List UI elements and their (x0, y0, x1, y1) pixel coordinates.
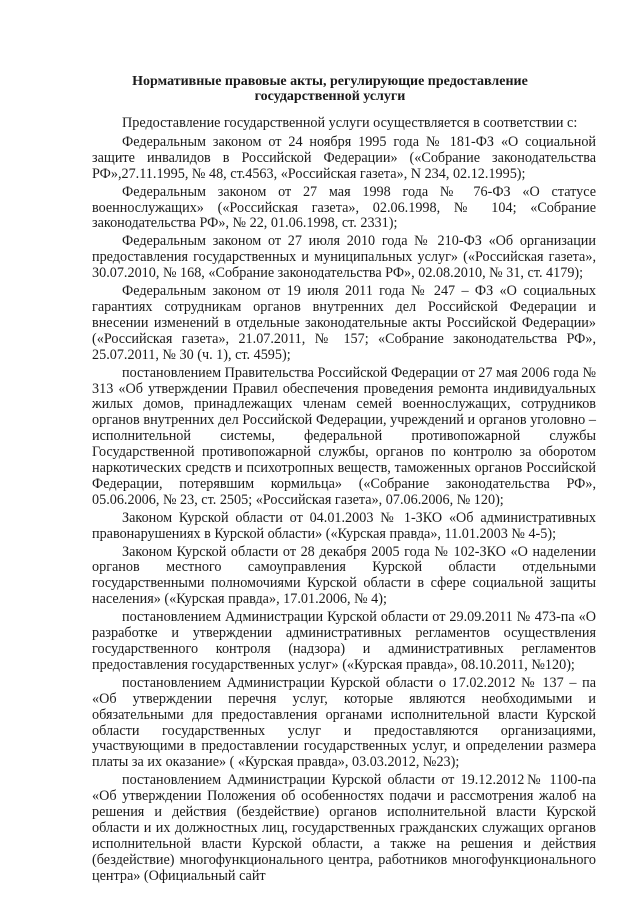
paragraph-government-decree-313: постановлением Правительства Российской Федерации от 27 мая 2006 года № 313 «Об утверждении Правил обеспечения проведения ремонта индивидуальных жилых домов, принадлежащих членам семей военнослужащих, сотрудников органов внутренних дел Российской Федерации, учреждений и органов уголовно – исполнительной системы, федеральной противопожарной службы Государственной противопожарной службы, органов по контролю за оборотом наркотических средств и психотропных веществ, таможенных органов Российской Федерации, потерявшим кормильца» («Собрание законодательства РФ», 05.06.2006, № 23, ст. 2505; «Российская газета», 07.06.2006, № 120); (92, 364, 596, 508)
paragraph-federal-law-247: Федеральным законом от 19 июля 2011 года № 247 – ФЗ «О социальных гарантиях сотрудникам органов внутренних дел Российской Федерации и внесении изменений в отдельные законодательные акты Российской Федерации» («Российская газета», 21.07.2011, № 157; «Собрание законодательства РФ», 25.07.2011, № 30 (ч. 1), ст. 4595); (92, 283, 596, 363)
intro-paragraph: Предоставление государственной услуги осуществляется в соответствии с: (122, 115, 578, 131)
paragraph-kursk-decree-137: постановлением Администрации Курской области о 17.02.2012 № 137 – па «Об утверждении перечня услуг, которые являются необходимыми и обязательными для предоставления органами исполнительной власти Курской области государственных услуг и предоставляются организациями, участвующими в предоставлении государственных услуг, и определении размера платы за их оказание» ( «Курская правда», 03.03.2012, №23); (92, 674, 596, 771)
paragraph-kursk-decree-1100: постановлением Администрации Курской области от 19.12.2012№ 1100-па «Об утверждении Положения об особенностях подачи и рассмотрения жалоб на решения и действия (бездействие) органов исполнительной власти Курской области и их должностных лиц, государственных гражданских служащих органов исполнительной власти Курской области, а также на решения и действия (бездействие) многофункционального центра, работников многофункционального центра» (Официальный сайт (92, 772, 596, 884)
paragraph-kursk-decree-473: постановлением Администрации Курской области от 29.09.2011 № 473-па «О разработке и утверждении административных регламентов осуществления государственного контроля (надзора) и административных регламентов предоставления государственных услуг» («Курская правда», 08.10.2011, №120); (92, 609, 596, 673)
page-title (90, 74, 570, 104)
paragraph-kursk-law-102-zko: Законом Курской области от 28 декабря 2005 года № 102-ЗКО «О наделении органов местного самоуправления Курской области отдельными государственными полномочиями Курской области в сфере социальной защиты населения» («Курская правда», 17.01.2006, № 4); (92, 543, 596, 608)
paragraph-federal-law-76: Федеральным законом от 27 мая 1998 года № 76-ФЗ «О статусе военнослужащих» («Российская газета», 02.06.1998, № 104; «Собрание законодательства РФ», № 22, 01.06.1998, ст. 2331); (92, 183, 596, 232)
document-body (92, 116, 596, 887)
paragraph-federal-law-210: Федеральным законом от 27 июля 2010 года № 210-ФЗ «Об организации предоставления государственных и муниципальных услуг» («Российская газета», 30.07.2010, № 168, «Собрание законодательства РФ», 02.08.2010, № 31, ст. 4179); (92, 233, 596, 282)
paragraph-federal-law-181: Федеральным законом от 24 ноября 1995 года № 181-ФЗ «О социальной защите инвалидов в Российской Федерации» («Собрание законодательства РФ»,27.11.1995, № 48, ст.4563, «Российская газета», N 234, 02.12.1995); (92, 133, 596, 182)
page-title-line-1: Нормативные правовые акты, регулирующие предоставление (132, 74, 528, 89)
page-title-line-2: государственной услуги (254, 89, 406, 104)
paragraph-kursk-law-1-zko: Законом Курской области от 04.01.2003 № 1-ЗКО «Об административных правонарушениях в Курской области» («Курская правда», 11.01.2003 № 4-5); (92, 509, 596, 542)
